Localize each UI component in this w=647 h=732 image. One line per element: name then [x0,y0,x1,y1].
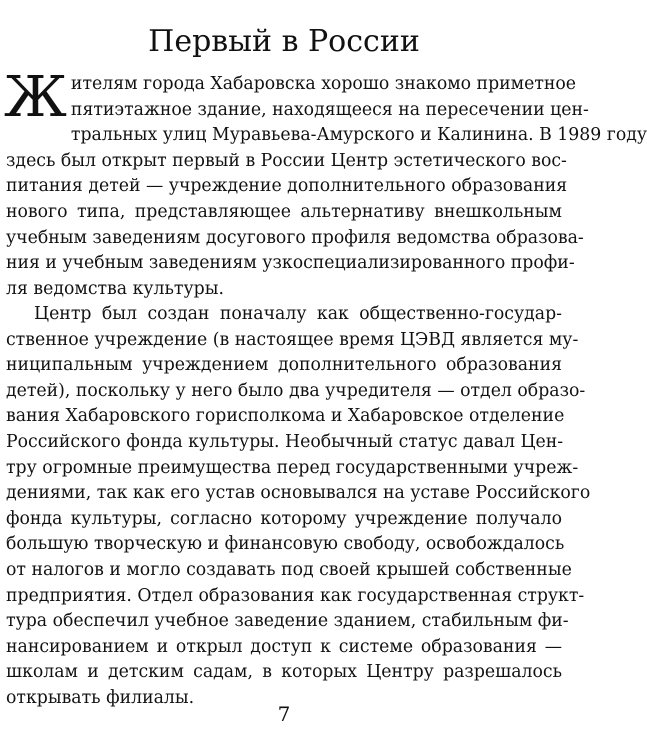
text-line: нового типа, представляющее альтернативу внешкольным [6,201,562,222]
paragraph-1 [4,65,647,302]
text-line: фонда культуры, согласно которому учреждение получало [6,508,562,529]
text-line: Российского фонда культуры. Необычный статус давал Цен- [6,431,564,452]
text-line: ния и учебным заведениям узкоспециализированного профи- [6,253,575,274]
text-line: от налогов и могло создавать под своей крышей собственные [6,559,572,580]
text-line: учебным заведениям досугового профиля ведомства образова- [6,227,584,248]
text-line: детей), поскольку у него было два учредителя — отдел образо- [6,380,586,401]
text-line: питания детей — учреждение дополнительного образования [6,176,568,197]
text-line: нансированием и открыл доступ к системе образования — [6,636,562,657]
text-line: ниципальным учреждением дополнительного образования [6,355,562,376]
text-line: большую творческую и финансовую свободу, освобождалось [6,534,565,555]
page-number: 7 [277,702,291,726]
text-line: здесь был открыт первый в России Центр эстетического вос- [6,150,567,171]
text-line: открывать филиалы. [6,687,195,708]
text-line: ля ведомства культуры. [6,278,224,299]
text-line: ственное учреждение (в настоящее время ЦЭВД является му- [6,329,579,350]
drop-cap: Ж [4,65,67,130]
text-line: тральных улиц Муравьева-Амурского и Калинина. В 1989 году [70,125,647,146]
text-line: ителям города Хабаровска хорошо знакомо приметное [70,74,577,94]
text-line: предприятия. Отдел образования как государственная структ- [6,585,585,606]
chapter-title: Первый в России [148,24,420,60]
paragraph-2 [6,302,591,712]
text-line: дениями, так как его устав основывался на уставе Российского [6,483,591,504]
text-line: пятиэтажное здание, находящееся на пересечении цен- [70,99,589,120]
text-line: тура обеспечил учебное заведение зданием, стабильным фи- [6,611,569,632]
text-line: школам и детским садам, в которых Центру разрешалось [6,662,562,683]
text-line: вания Хабаровского горисполкома и Хабаровское отделение [6,406,565,427]
text-line: тру огромные преимущества перед государственными учреж- [6,457,579,478]
text-line: Центр был создан поначалу как общественно-государ- [34,304,562,324]
